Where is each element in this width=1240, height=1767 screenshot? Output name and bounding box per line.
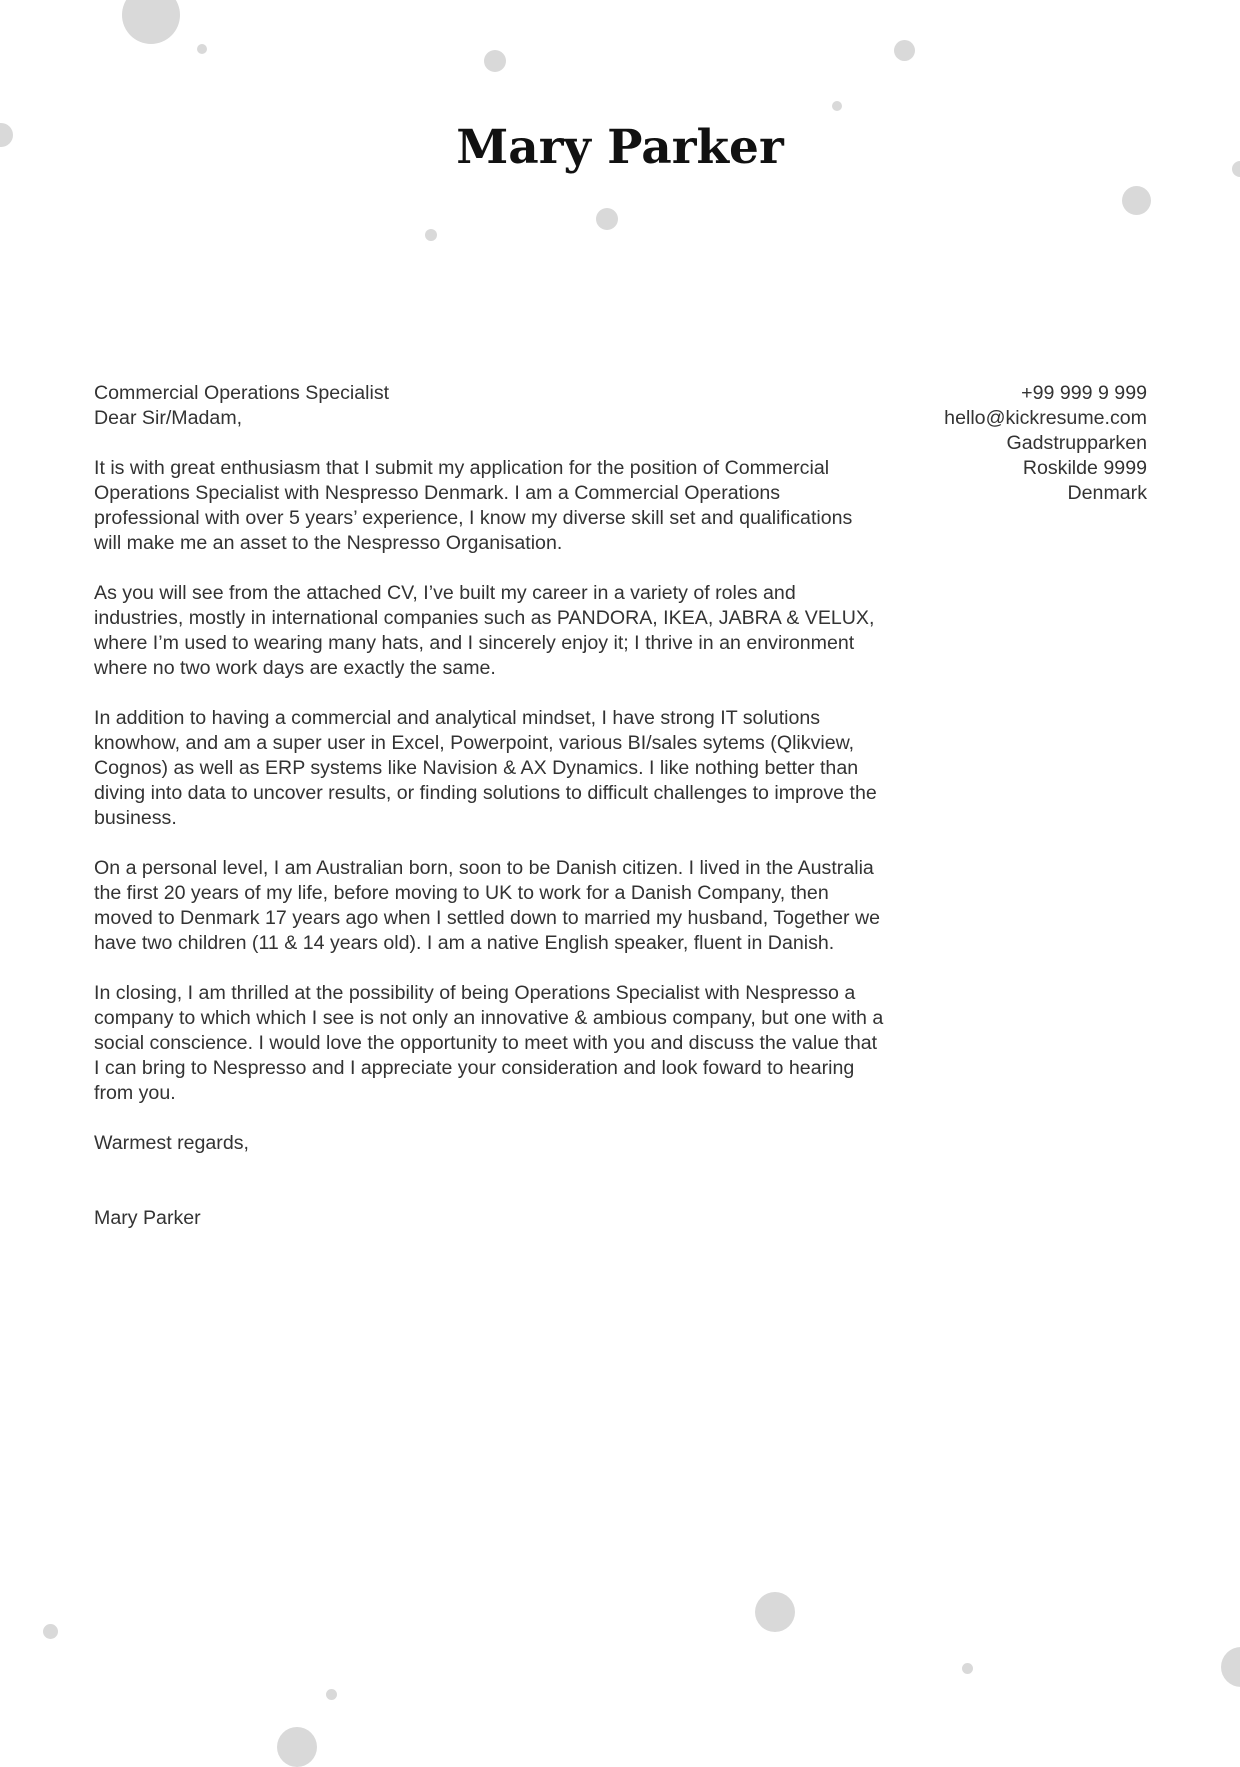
decorative-dot	[832, 101, 842, 111]
decorative-dot	[894, 40, 915, 61]
decorative-dot	[122, 0, 180, 44]
decorative-dot	[962, 1663, 973, 1674]
letter-paragraph: On a personal level, I am Australian born, soon to be Danish citizen. I lived in the Australia the first 20 years of my life, before moving to UK to work for a Danish Company, then moved to Denmark 17 years ago when I settled down to married my husband, Together we have two children (11 & 14 years old). I am a native English speaker, fluent in Danish.	[94, 857, 880, 954]
letter-paragraph: It is with great enthusiasm that I submit my application for the position of Commercial Operations Specialist with Nespresso Denmark. I am a Commercial Operations professional with over 5 years’ experience, I know my diverse skill set and qualifications will make me an asset to the Nespresso Organisation.	[94, 457, 853, 554]
contact-email: hello@kickresume.com	[944, 407, 1147, 429]
letter-paragraph: In addition to having a commercial and analytical mindset, I have strong IT solutions knowhow, and am a super user in Excel, Powerpoint, various BI/sales sytems (Qlikview, Cognos) as well as ERP systems like Navision & AX Dynamics. I like nothing better than diving into data to uncover results, or finding solutions to difficult challenges to improve the business.	[94, 707, 877, 829]
decorative-dot	[43, 1624, 58, 1639]
signature: Mary Parker	[94, 1207, 201, 1229]
decorative-dot	[1122, 186, 1151, 215]
letter-paragraph: As you will see from the attached CV, I’ve built my career in a variety of roles and industries, mostly in international companies such as PANDORA, IKEA, JABRA & VELUX, where I’m used to wearing many hats, and I sincerely enjoy it; I thrive in an environment where no two work days are exactly the same.	[94, 582, 875, 679]
contact-street: Gadstrupparken	[1006, 432, 1147, 454]
decorative-dot	[484, 50, 506, 72]
page-title: Mary Parker	[456, 120, 784, 175]
letter-body	[94, 381, 884, 1256]
contact-phone: +99 999 9 999	[1021, 382, 1147, 404]
position-title: Commercial Operations Specialist	[94, 382, 390, 404]
decorative-dot	[197, 44, 207, 54]
decorative-dot	[277, 1727, 317, 1767]
contact-city: Roskilde 9999	[1022, 457, 1147, 479]
contact-country: Denmark	[1067, 482, 1147, 504]
decorative-dot	[755, 1592, 795, 1632]
decorative-dot	[1221, 1647, 1240, 1687]
decorative-dot	[425, 229, 437, 241]
decorative-dot	[596, 208, 618, 230]
decorative-dot	[326, 1689, 337, 1700]
letter-paragraph: In closing, I am thrilled at the possibility of being Operations Specialist with Nespresso a company to which which I see is not only an innovative & ambious company, but one with a social conscience. I would love the opportunity to meet with you and discuss the value that I can bring to Nespresso and I appreciate your consideration and look foward to hearing from you.	[94, 982, 884, 1104]
closing: Warmest regards,	[94, 1132, 249, 1154]
salutation: Dear Sir/Madam,	[94, 407, 243, 429]
